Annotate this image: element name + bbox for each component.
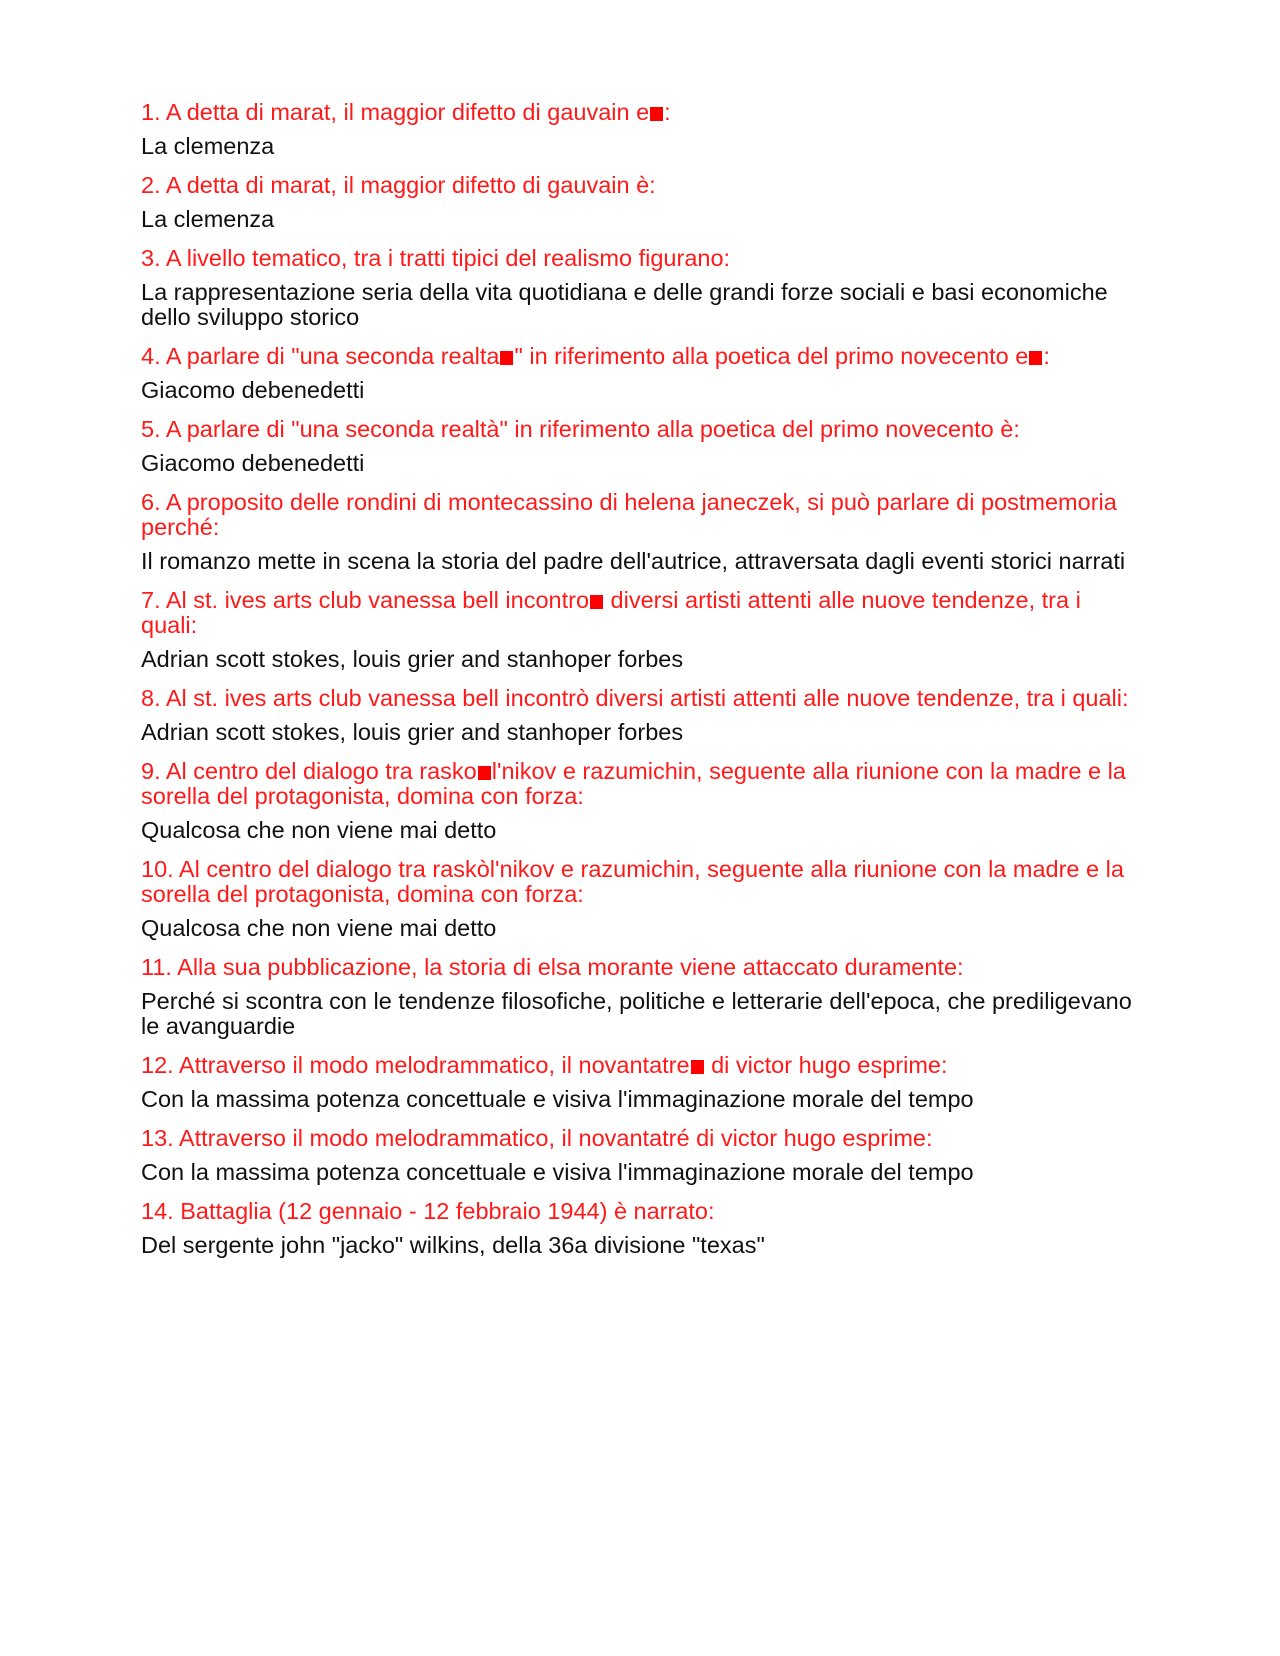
qa-item	[141, 1199, 1141, 1258]
missing-glyph-box	[691, 1060, 704, 1074]
answer-text: Perché si scontra con le tendenze filosofiche, politiche e letterarie dell'epoca, che prediligevano le avanguardie	[141, 988, 1132, 1039]
question-text: 9. Al centro del dialogo tra rasko l'nikov e razumichin, seguente alla riunione con la madre e la sorella del protagonista, domina con forza:	[141, 758, 1126, 809]
qa-item	[141, 686, 1141, 745]
answer-text: Adrian scott stokes, louis grier and stanhoper forbes	[141, 646, 684, 672]
question-text: 2. A detta di marat, il maggior difetto di gauvain è:	[141, 172, 656, 198]
qa-item	[141, 857, 1141, 941]
question-text: 4. A parlare di "una seconda realta " in riferimento alla poetica del primo novecento e :	[141, 343, 1050, 369]
qa-item	[141, 100, 1141, 159]
qa-item	[141, 490, 1141, 574]
answer-text: Giacomo debenedetti	[141, 450, 365, 476]
answer-text: Con la massima potenza concettuale e visiva l'immaginazione morale del tempo	[141, 1159, 974, 1185]
missing-glyph-box	[650, 107, 663, 121]
missing-glyph-box	[1029, 351, 1042, 365]
question-text: 13. Attraverso il modo melodrammatico, il novantatré di victor hugo esprime:	[141, 1125, 933, 1151]
question-text: 6. A proposito delle rondini di montecassino di helena janeczek, si può parlare di postmemoria perché:	[141, 489, 1117, 540]
question-text: 11. Alla sua pubblicazione, la storia di elsa morante viene attaccato duramente:	[141, 954, 964, 980]
qa-item	[141, 417, 1141, 476]
question-text: 14. Battaglia (12 gennaio - 12 febbraio 1944) è narrato:	[141, 1198, 715, 1224]
answer-text: Il romanzo mette in scena la storia del padre dell'autrice, attraversata dagli eventi storici narrati	[141, 548, 1126, 574]
question-text: 7. Al st. ives arts club vanessa bell incontro diversi artisti attenti alle nuove tendenze, tra i quali:	[141, 587, 1081, 638]
question-text: 5. A parlare di "una seconda realtà" in riferimento alla poetica del primo novecento è:	[141, 416, 1020, 442]
answer-text: La rappresentazione seria della vita quotidiana e delle grandi forze sociali e basi economiche dello sviluppo storico	[141, 279, 1108, 330]
missing-glyph-box	[590, 595, 603, 609]
answer-text: Giacomo debenedetti	[141, 377, 365, 403]
qa-item	[141, 1126, 1141, 1185]
answer-text: La clemenza	[141, 206, 275, 232]
qa-item	[141, 588, 1141, 672]
question-text: 3. A livello tematico, tra i tratti tipici del realismo figurano:	[141, 245, 731, 271]
question-text: 1. A detta di marat, il maggior difetto di gauvain e :	[141, 99, 671, 125]
qa-item	[141, 344, 1141, 403]
answer-text: Del sergente john "jacko" wilkins, della 36a divisione "texas"	[141, 1232, 765, 1258]
question-text: 8. Al st. ives arts club vanessa bell incontrò diversi artisti attenti alle nuove tendenze, tra i quali:	[141, 685, 1129, 711]
question-text: 12. Attraverso il modo melodrammatico, il novantatre di victor hugo esprime:	[141, 1052, 948, 1078]
qa-item	[141, 955, 1141, 1039]
answer-text: Qualcosa che non viene mai detto	[141, 915, 497, 941]
answer-text: Adrian scott stokes, louis grier and stanhoper forbes	[141, 719, 684, 745]
missing-glyph-box	[500, 351, 513, 365]
document-page	[141, 100, 1141, 1272]
answer-text: Qualcosa che non viene mai detto	[141, 817, 497, 843]
qa-item	[141, 246, 1141, 330]
missing-glyph-box	[478, 766, 491, 780]
answer-text: La clemenza	[141, 133, 275, 159]
question-text: 10. Al centro del dialogo tra raskòl'nikov e razumichin, seguente alla riunione con la madre e la sorella del protagonista, domina con forza:	[141, 856, 1124, 907]
qa-item	[141, 173, 1141, 232]
qa-item	[141, 1053, 1141, 1112]
qa-item	[141, 759, 1141, 843]
answer-text: Con la massima potenza concettuale e visiva l'immaginazione morale del tempo	[141, 1086, 974, 1112]
